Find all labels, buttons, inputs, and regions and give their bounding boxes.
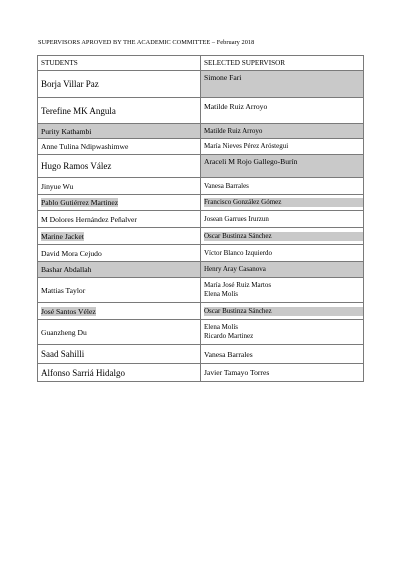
table-row: [38, 228, 364, 245]
student-name: Borja Villar Paz: [38, 71, 201, 98]
supervisor-name: María José Ruiz Martos Elena Molís: [201, 278, 364, 303]
supervisor-name: Víctor Blanco Izquierdo: [201, 245, 364, 262]
document-title: SUPERVISORS APROVED BY THE ACADEMIC COMMITTEE – February 2018: [38, 39, 255, 46]
table-header-row: [38, 56, 364, 71]
student-name: Purity Kathambi: [38, 124, 201, 139]
table-row: [38, 320, 364, 345]
table-row: [38, 139, 364, 155]
table-row: [38, 195, 364, 211]
student-name: Bashar Abdallah: [38, 262, 201, 278]
supervisor-table: [37, 55, 364, 382]
table-row: [38, 303, 364, 320]
table-row: [38, 345, 364, 364]
supervisor-name: Josean Garrues Irurzun: [201, 211, 364, 228]
student-name: Pablo Gutiérrez Martinez: [38, 195, 201, 211]
supervisor-name: María Nieves Pérez Aróstegui: [201, 139, 364, 155]
table-row: [38, 364, 364, 382]
student-name: Alfonso Sarriá Hidalgo: [38, 364, 201, 382]
supervisor-name: Simone Fari: [201, 71, 364, 98]
student-name: José Santos Vélez: [38, 303, 201, 320]
table-row: [38, 178, 364, 195]
student-name: Terefine MK Angula: [38, 98, 201, 124]
supervisor-name: Elena Molís Ricardo Martinez: [201, 320, 364, 345]
table-row: [38, 124, 364, 139]
student-name: Anne Tulina Ndipwashimwe: [38, 139, 201, 155]
student-name: Marine Jacket: [38, 228, 201, 245]
supervisor-name: Henry Aray Casanova: [201, 262, 364, 278]
header-students: STUDENTS: [38, 56, 201, 71]
header-selected-supervisor: SELECTED SUPERVISOR: [201, 56, 364, 71]
table-row: [38, 71, 364, 98]
supervisor-name: Javier Tamayo Torres: [201, 364, 364, 382]
supervisor-name: Matilde Ruiz Arroyo: [201, 98, 364, 124]
supervisor-name: Vanesa Barrales: [201, 178, 364, 195]
table-row: [38, 245, 364, 262]
supervisor-name: Oscar Bustinza Sánchez: [201, 228, 364, 245]
student-name: David Mora Cejudo: [38, 245, 201, 262]
supervisor-name: Francisco González Gómez: [201, 195, 364, 211]
student-name: M Dolores Hernández Peñalver: [38, 211, 201, 228]
table-row: [38, 211, 364, 228]
supervisor-name: Matilde Ruiz Arroyo: [201, 124, 364, 139]
table-row: [38, 262, 364, 278]
table-row: [38, 98, 364, 124]
supervisor-name: Oscar Bustinza Sánchez: [201, 303, 364, 320]
student-name: Mattias Taylor: [38, 278, 201, 303]
student-name: Jinyue Wu: [38, 178, 201, 195]
table-row: [38, 278, 364, 303]
supervisor-name: Vanesa Barrales: [201, 345, 364, 364]
supervisor-name: Araceli M Rojo Gallego-Burín: [201, 155, 364, 178]
table-row: [38, 155, 364, 178]
student-name: Hugo Ramos Vález: [38, 155, 201, 178]
student-name: Saad Sahilli: [38, 345, 201, 364]
student-name: Guanzheng Du: [38, 320, 201, 345]
